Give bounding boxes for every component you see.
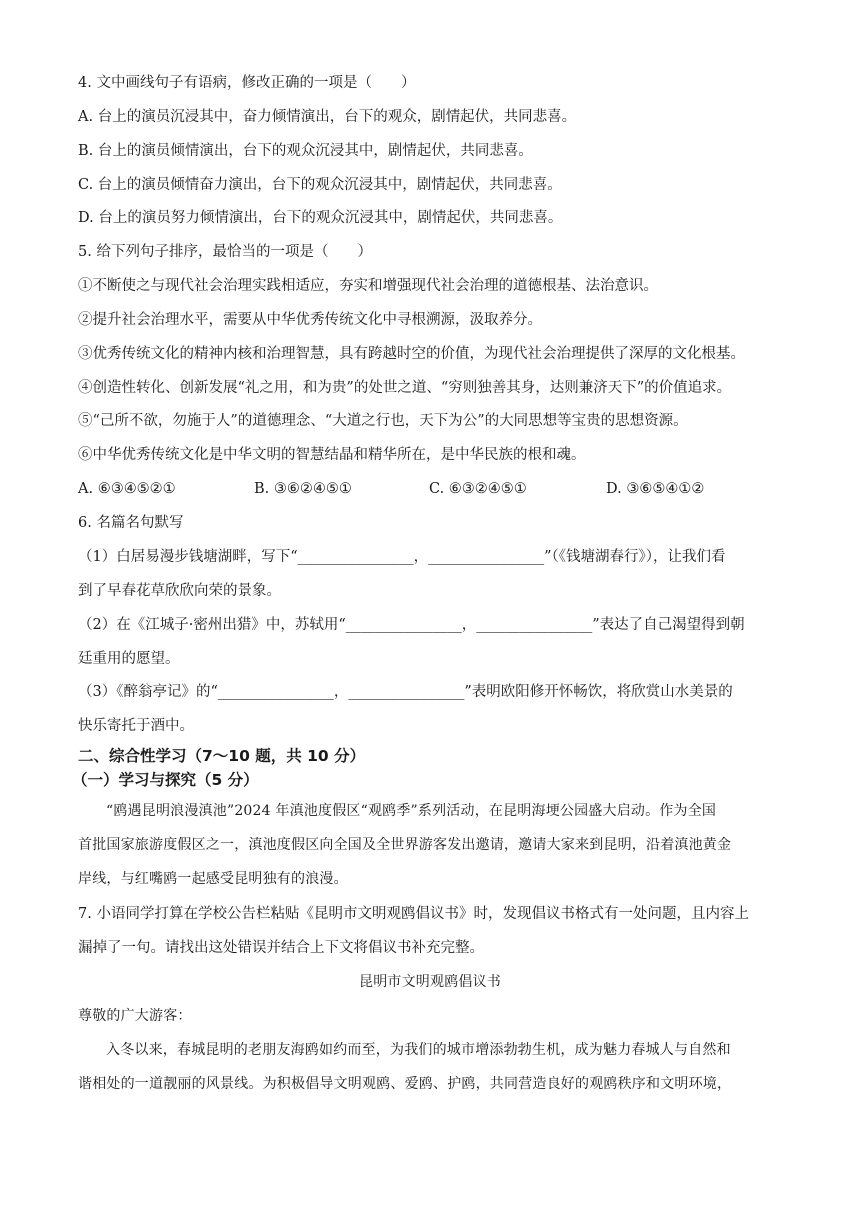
intro-line-2: 首批国家旅游度假区之一，滇池度假区向全国及全世界游客发出邀请，邀请大家来到昆明，沿着滇池黄金	[78, 837, 732, 853]
letter-body-line-2: 谐相处的一道靓丽的风景线。为积极倡导文明观鸥、爱鸥、护鸥，共同营造良好的观鸥秩序和文明环境，	[78, 1076, 732, 1092]
q4-option-a: A. 台上的演员沉浸其中，奋力倾情演出，台下的观众，剧情起伏，共同悲喜。	[78, 109, 577, 125]
q5-options	[78, 479, 778, 499]
q6-part3-line1: （3）《醉翁亭记》的“________________，________________”表明欧阳修开怀畅饮，将欣赏山水美景的	[78, 684, 733, 700]
letter-salutation: 尊敬的广大游客：	[78, 1008, 192, 1024]
q6-part1-line2: 到了早春花草欣欣向荣的景象。	[78, 583, 281, 599]
q5-sentence-4: ④创造性转化、创新发展“礼之用，和为贵”的处世之道、“穷则独善其身，达则兼济天下”的价值追求。	[78, 380, 732, 396]
section-2-sub-title: （一）学习与探究（5 分）	[72, 771, 259, 789]
q5-sentence-2: ②提升社会治理水平，需要从中华优秀传统文化中寻根溯源，汲取养分。	[78, 312, 542, 328]
q5-sentence-5: ⑤“己所不欲，勿施于人”的道德理念、“大道之行也，天下为公”的大同思想等宝贵的思想资源。	[78, 413, 688, 429]
q6-part2-line1: （2）在《江城子·密州出猎》中，苏轼用“________________，________________”表达了自己渴望得到朝	[78, 617, 745, 633]
q7-stem-line-1: 7. 小语同学打算在学校公告栏粘贴《昆明市文明观鸥倡议书》时，发现倡议书格式有一处问题，且内容上	[78, 906, 749, 922]
q4-option-b: B. 台上的演员倾情演出，台下的观众沉浸其中，剧情起伏，共同悲喜。	[78, 143, 533, 159]
q5-sentence-1: ①不断使之与现代社会治理实践相适应，夯实和增强现代社会治理的道德根基、法治意识。	[78, 278, 658, 294]
q5-stem: 5. 给下列句子排序，最恰当的一项是（ ）	[78, 244, 372, 260]
q6-part2-line2: 廷重用的愿望。	[78, 651, 180, 667]
q5-option-c: C. ⑥③②④⑤①	[429, 481, 527, 497]
q4-stem: 4. 文中画线句子有语病，修改正确的一项是（ ）	[78, 75, 416, 91]
section-2-title: 二、综合性学习（7～10 题，共 10 分）	[78, 747, 366, 765]
q6-part1-line1: （1）白居易漫步钱塘湖畔，写下“________________，________________”（《钱塘湖春行》），让我们看	[78, 549, 726, 565]
q7-stem-line-2: 漏掉了一句。请找出这处错误并结合上下文将倡议书补充完整。	[78, 940, 484, 956]
q4-option-d: D. 台上的演员努力倾情演出，台下的观众沉浸其中，剧情起伏，共同悲喜。	[78, 210, 563, 226]
intro-line-3: 岸线，与红嘴鸥一起感受昆明独有的浪漫。	[78, 871, 348, 887]
q4-option-c: C. 台上的演员倾情奋力演出，台下的观众沉浸其中，剧情起伏，共同悲喜。	[78, 177, 562, 193]
letter-title: 昆明市文明观鸥倡议书	[359, 974, 501, 990]
letter-body-line-1: 入冬以来，春城昆明的老朋友海鸥如约而至，为我们的城市增添勃勃生机，成为魅力春城人与自然和	[106, 1042, 731, 1058]
intro-line-1: “鸥遇昆明浪漫滇池”2024 年滇池度假区“观鸥季”系列活动，在昆明海埂公园盛大启动。作为全国	[106, 803, 717, 819]
q5-option-b: B. ③⑥②④⑤①	[254, 481, 352, 497]
q5-sentence-6: ⑥中华优秀传统文化是中华文明的智慧结晶和精华所在，是中华民族的根和魂。	[78, 447, 586, 463]
q6-stem: 6. 名篇名句默写	[78, 515, 184, 531]
q5-option-a: A. ⑥③④⑤②①	[78, 481, 176, 497]
q5-sentence-3: ③优秀传统文化的精神内核和治理智慧，具有跨越时空的价值，为现代社会治理提供了深厚的文化根基。	[78, 346, 745, 362]
q5-option-d: D. ③⑥⑤④①②	[606, 481, 705, 497]
q6-part3-line2: 快乐寄托于酒中。	[78, 718, 194, 734]
